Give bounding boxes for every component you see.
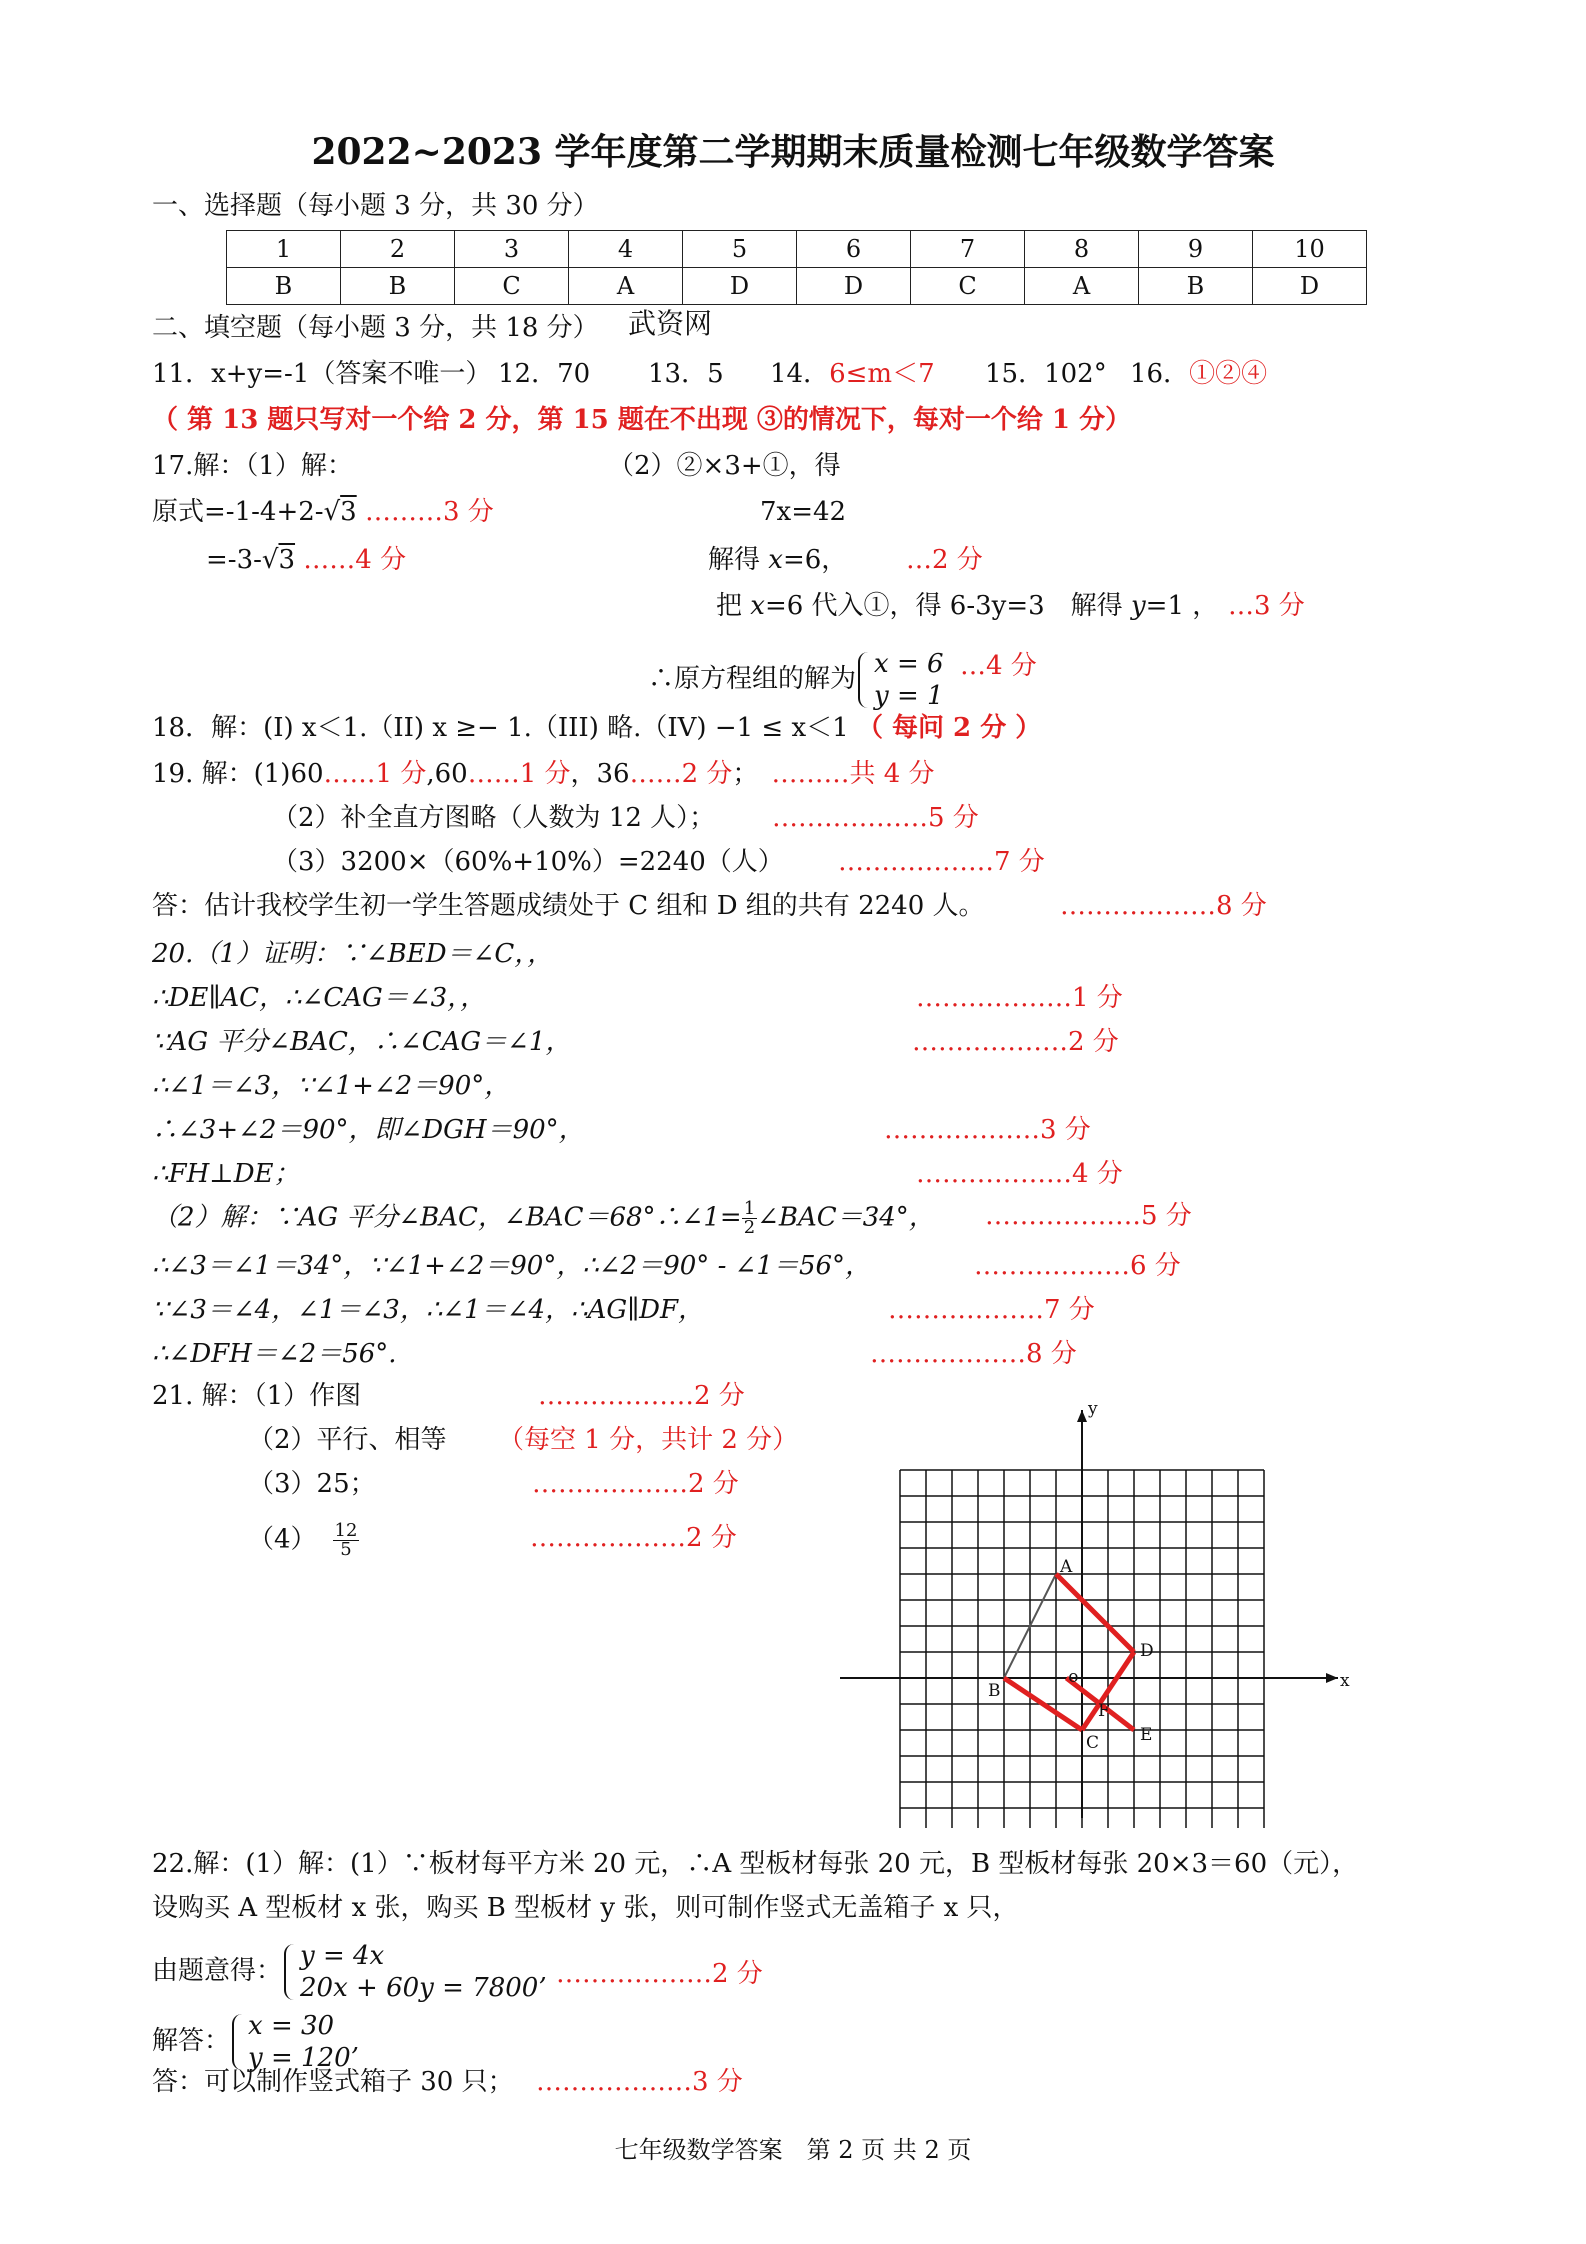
q20-line: ∴∠DFH＝∠2＝56°. xyxy=(152,1339,397,1369)
table-cell-number: 10 xyxy=(1253,231,1367,268)
table-cell-number: 4 xyxy=(569,231,683,268)
table-cell-answer: C xyxy=(911,268,1025,305)
q21-line3-score: ………………2 分 xyxy=(532,1469,739,1499)
label-c: C xyxy=(1086,1733,1100,1753)
q19-line2-score: ………………5 分 xyxy=(772,803,979,833)
q17-r4-score: …4 分 xyxy=(960,651,1037,681)
y-axis-arrow xyxy=(1077,1410,1087,1422)
q22-l4-text: 解答： xyxy=(152,2026,231,2056)
q21-line1: 21. 解：（1）作图 xyxy=(152,1381,362,1411)
q22-l3-text: 由题意得： xyxy=(152,1956,283,1986)
q21-line2-score: （每空 1 分，共计 2 分） xyxy=(498,1425,799,1455)
q17-l2-text: =-3- xyxy=(206,545,262,575)
q20-line: ∴∠3＝∠1＝34°，∵∠1+∠2＝90°，∴∠2＝90° - ∠1＝56°， xyxy=(152,1251,872,1281)
q19-l1-score-a: ……1 分 xyxy=(323,759,427,789)
table-cell-answer: D xyxy=(797,268,911,305)
q17-r2-a: 解得 xyxy=(708,545,769,575)
q22-line3-score: ………………2 分 xyxy=(556,1959,763,1989)
grading-note: （ 第 13 题只写对一个给 2 分，第 15 题在不出现 ③的情况下，每对一个给 1 分） xyxy=(152,405,1132,435)
fill-q14 xyxy=(770,358,935,390)
fill-q11: 11．x+y=-1（答案不唯一） xyxy=(152,359,492,389)
table-cell-number: 9 xyxy=(1139,231,1253,268)
q17-r3-score: …3 分 xyxy=(1228,591,1305,621)
q19-l1-score-b: ……1 分 xyxy=(467,759,571,789)
table-cell-number: 3 xyxy=(455,231,569,268)
q20-score: ………………8 分 xyxy=(870,1339,1077,1369)
q21-line1-score: ………………2 分 xyxy=(538,1381,745,1411)
q20-frac-num: 1 xyxy=(743,1198,756,1219)
q17-r4-text: ∴原方程组的解为 xyxy=(648,664,857,694)
q20-line: ∵∠3＝∠4，∠1＝∠3，∴∠1＝∠4，∴AG∥DF， xyxy=(152,1295,705,1325)
q19-l1-g: ； xyxy=(732,759,746,789)
q20-score: ………………3 分 xyxy=(884,1115,1091,1145)
table-cell-answer: B xyxy=(341,268,455,305)
q19-line4-score: ………………8 分 xyxy=(1060,891,1267,921)
q17-l1-text: 原式=-1-4+2- xyxy=(152,497,324,527)
q21-line3: （3）25； xyxy=(248,1469,376,1499)
q17-r3-var-y: y xyxy=(1130,591,1146,621)
table-cell-answer: B xyxy=(227,268,341,305)
fill-q14-label: 14． xyxy=(770,359,830,389)
q19-l1-score-c: ……2 分 xyxy=(629,759,733,789)
fill-q12: 12．70 xyxy=(498,359,591,389)
table-row-numbers xyxy=(227,231,1367,268)
q17-r2-score: …2 分 xyxy=(906,545,983,575)
q17-l1-sqrt: 3 xyxy=(340,497,357,527)
q17-r4 xyxy=(648,648,944,712)
q17-r3-e: =1 ， xyxy=(1145,591,1219,621)
table-cell-number: 1 xyxy=(227,231,341,268)
q18-score: （ 每问 2 分 ） xyxy=(856,713,1042,743)
q19-l1-e: ，36 xyxy=(570,759,630,789)
label-y-axis: y xyxy=(1088,1399,1098,1419)
q21-line2: （2）平行、相等 xyxy=(248,1425,447,1455)
q20-half-fraction xyxy=(742,1200,757,1237)
q17-l1-score: ………3 分 xyxy=(364,497,494,527)
q17-r2-c: =6， xyxy=(782,545,848,575)
q17-r2 xyxy=(708,544,847,576)
table-cell-answer: A xyxy=(1025,268,1139,305)
q20-line: ∴∠1＝∠3，∵∠1+∠2＝90°， xyxy=(152,1071,511,1101)
fill-q15: 15．102° xyxy=(985,359,1107,389)
label-d: D xyxy=(1140,1641,1154,1661)
section-fill-heading: 二、填空题（每小题 3 分，共 18 分） xyxy=(152,313,599,343)
q19-l1-a: 19. 解：(1)60 xyxy=(152,759,324,789)
q18-text: 18．解：(I) x＜1.（II) x ≥− 1.（III) 略.（IV) −1 ≤ x＜1 xyxy=(152,713,849,743)
q17-l2-sqrt: 3 xyxy=(278,545,296,575)
q21-frac-den: 5 xyxy=(340,1539,352,1560)
q20-p2-score: ………………5 分 xyxy=(985,1201,1192,1231)
fill-q16-answer: ①②④ xyxy=(1189,359,1268,389)
q17-line2: =-3-√3 ……4 分 xyxy=(206,545,407,575)
q22-system2 xyxy=(230,2010,359,2074)
q19-l1-c: ,60 xyxy=(426,759,468,789)
q22-line2: 设购买 A 型板材 x 张，购买 B 型板材 y 张，则可制作竖式无盖箱子 x 只， xyxy=(152,1893,1019,1923)
q17-line1: 原式=-1-4+2-√3 ………3 分 xyxy=(152,497,494,527)
q20-p2-line xyxy=(152,1200,935,1237)
segment-ad xyxy=(1056,1574,1134,1652)
q17-r1: 7x=42 xyxy=(760,497,847,527)
q22-sys1-line2: 20x + 60y = 7800’ xyxy=(300,1973,547,2003)
q20-score: ………………4 分 xyxy=(916,1159,1123,1189)
q22-line4 xyxy=(152,2010,359,2074)
label-a: A xyxy=(1060,1557,1073,1577)
label-x-axis: x xyxy=(1340,1671,1350,1691)
q20-score: ………………6 分 xyxy=(974,1251,1181,1281)
page-title: 2022~2023 学年度第二学期期末质量检测七年级数学答案 xyxy=(311,131,1275,173)
q17-sys-line1: x = 6 xyxy=(874,649,944,679)
fill-q14-answer: 6≤m＜7 xyxy=(829,359,935,389)
table-cell-number: 6 xyxy=(797,231,911,268)
q17-system xyxy=(856,648,944,712)
table-row-answers xyxy=(227,268,1367,305)
label-e: E xyxy=(1140,1725,1153,1745)
q20-line: ∵AG 平分∠BAC，∴∠CAG＝∠1， xyxy=(152,1027,572,1057)
q19-l1-total: ………共 4 分 xyxy=(771,759,935,789)
q22-system1 xyxy=(282,1940,547,2004)
q18-line xyxy=(152,712,1041,744)
q17-r3-a: 把 xyxy=(716,591,751,621)
q17-right-head: （2）②×3+①，得 xyxy=(608,451,841,481)
q19-line4: 答：估计我校学生初一学生答题成绩处于 C 组和 D 组的共有 2240 人。 xyxy=(152,891,985,921)
table-cell-number: 5 xyxy=(683,231,797,268)
label-b: B xyxy=(988,1681,1001,1701)
fill-q13: 13．5 xyxy=(648,359,724,389)
label-f: F xyxy=(1098,1701,1110,1721)
q19-line1 xyxy=(152,758,935,790)
q20-score: ………………7 分 xyxy=(888,1295,1095,1325)
q22-line5-score: ………………3 分 xyxy=(536,2067,743,2097)
watermark: 武资网 xyxy=(628,307,713,340)
q22-sys2-line1: x = 30 xyxy=(248,2011,335,2041)
q20-line: ∴DE∥AC，∴∠CAG＝∠3，， xyxy=(152,983,487,1013)
q17-r3-c: =6 代入①，得 6-3y=3 解得 xyxy=(764,591,1131,621)
q19-line3-score: ………………7 分 xyxy=(838,847,1045,877)
q22-sys1-line1: y = 4x xyxy=(300,1941,385,1971)
fill-q16 xyxy=(1130,358,1267,390)
q17-sys-line2: y = 1 xyxy=(874,681,944,711)
section-choice-heading: 一、选择题（每小题 3 分，共 30 分） xyxy=(152,191,599,221)
fill-q16-label: 16． xyxy=(1130,359,1190,389)
q20-score: ………………2 分 xyxy=(912,1027,1119,1057)
table-cell-number: 8 xyxy=(1025,231,1139,268)
q22-line1: 22.解：(1）解：(1）∵板材每平方米 20 元，∴A 型板材每张 20 元，B 型板材每张 20×3＝60（元）， xyxy=(152,1849,1359,1879)
table-cell-answer: D xyxy=(1253,268,1367,305)
table-cell-number: 2 xyxy=(341,231,455,268)
q17-head: 17.解：（1）解： xyxy=(152,451,353,481)
q22-line3 xyxy=(152,1940,547,2004)
q20-line: ∴FH⊥DE； xyxy=(152,1159,300,1189)
q21-line4-score: ………………2 分 xyxy=(530,1523,737,1553)
q17-r3-var-x: x xyxy=(750,591,765,621)
q21-fraction xyxy=(333,1522,360,1559)
q19-line3: （3）3200×（60%+10%）=2240（人） xyxy=(272,847,784,877)
q21-l4-text: （4） xyxy=(248,1524,317,1555)
grid-svg xyxy=(830,1398,1350,1828)
q20-score: ………………1 分 xyxy=(916,983,1123,1013)
q17-r3 xyxy=(716,590,1218,622)
q22-line5: 答：可以制作竖式箱子 30 只； xyxy=(152,2067,514,2097)
q21-frac-num: 12 xyxy=(334,1520,358,1541)
q17-l2-score: ……4 分 xyxy=(303,545,407,575)
q22-sys2-line2: y = 120’ xyxy=(248,2043,359,2073)
table-cell-number: 7 xyxy=(911,231,1025,268)
q17-r2-var: x xyxy=(768,545,783,575)
q19-line2: （2）补全直方图略（人数为 12 人）； xyxy=(272,803,716,833)
q20-line: ∴∠3+∠2＝90°，即∠DGH＝90°， xyxy=(152,1115,585,1145)
q20-p2-a: （2）解：∵AG 平分∠BAC，∠BAC＝68°∴∠1= xyxy=(152,1202,742,1233)
answer-table xyxy=(226,230,1367,305)
table-cell-answer: B xyxy=(1139,268,1253,305)
q21-line4 xyxy=(248,1522,359,1559)
label-o: o xyxy=(1068,1666,1079,1687)
q20-p2-b: ∠BAC＝34°， xyxy=(757,1202,935,1233)
q20-frac-den: 2 xyxy=(743,1217,756,1238)
page-footer: 七年级数学答案 第 2 页 共 2 页 xyxy=(614,2136,972,2164)
table-cell-answer: D xyxy=(683,268,797,305)
x-axis-arrow xyxy=(1326,1673,1338,1683)
q20-line: 20.（1）证明：∵∠BED＝∠C，， xyxy=(152,939,554,969)
table-cell-answer: C xyxy=(455,268,569,305)
table-cell-answer: A xyxy=(569,268,683,305)
coordinate-grid-figure xyxy=(830,1398,1350,1828)
